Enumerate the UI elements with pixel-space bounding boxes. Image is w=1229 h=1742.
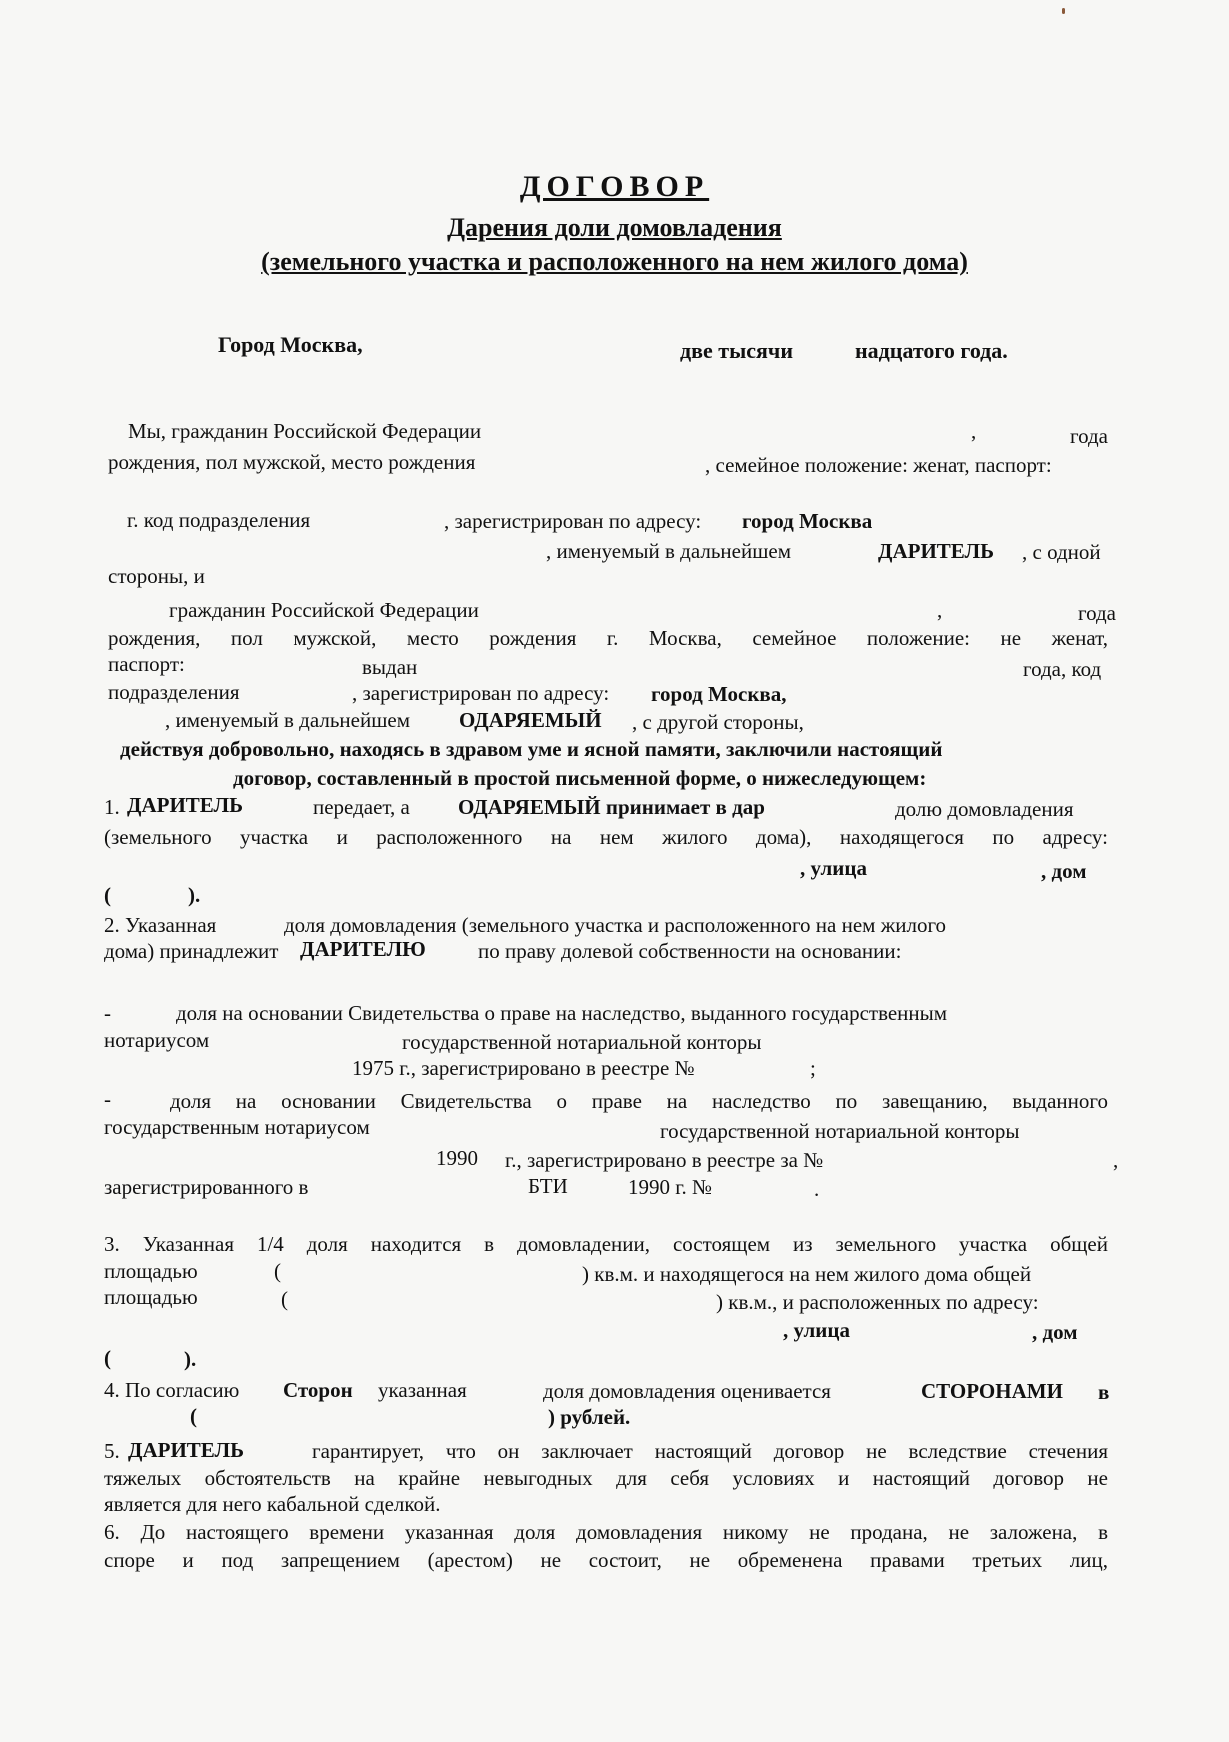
p3-line-e2: ).: [184, 1347, 197, 1371]
p2-line-b1: дома) принадлежит: [104, 939, 279, 963]
p6-line-b: споре и под запрещением (арестом) не состоит, не обременена правами третьих лиц,: [104, 1548, 1108, 1572]
p2-line-h3: ,: [1113, 1148, 1119, 1172]
parties-line-8a: паспорт:: [108, 652, 185, 676]
p3-line-d2: , дом: [1032, 1320, 1078, 1344]
parties-line-3a: г. код подразделения: [127, 508, 311, 532]
parties-line-9b: , зарегистрирован по адресу:: [352, 681, 610, 705]
p4-line-b2: ) рублей.: [548, 1405, 631, 1429]
date-part-1: две тысячи: [680, 338, 794, 363]
p2-line-b2: ДАРИТЕЛЮ: [300, 937, 426, 961]
p2-line-f2: доля на основании Свидетельства о праве на наследство по завещанию, выданного: [170, 1089, 1108, 1113]
parties-line-10b: ОДАРЯЕМЫЙ: [459, 708, 602, 732]
p1-line-e: ).: [188, 883, 201, 907]
p1-line-c1: , улица: [800, 856, 867, 880]
p2-line-i2: БТИ: [528, 1174, 568, 1198]
p4-line-a1: 4. По согласию: [104, 1378, 240, 1402]
p5-line-a3: гарантирует, что он заключает настоящий договор не вследствие стечения: [312, 1439, 1108, 1463]
p1-line-d: (: [104, 883, 111, 907]
scan-speck: [1062, 8, 1065, 14]
parties-line-10a: , именуемый в дальнейшем: [165, 708, 411, 732]
parties-line-11: действуя добровольно, находясь в здравом уме и ясной памяти, заключили настоящий: [120, 737, 943, 761]
p1-line-b: (земельного участка и расположенного на нем жилого дома), находящегося по адресу:: [104, 825, 1108, 849]
parties-line-7: рождения, пол мужской, место рождения г. Москва, семейное положение: не женат,: [108, 626, 1108, 650]
parties-line-1c: года: [1070, 424, 1108, 448]
parties-line-4b: ДАРИТЕЛЬ: [878, 539, 995, 563]
p4-line-a3: указанная: [378, 1378, 467, 1402]
parties-line-8b: выдан: [362, 655, 418, 679]
p4-line-a6: в: [1098, 1380, 1110, 1404]
p3-line-d1: , улица: [783, 1318, 850, 1342]
document-title: ДОГОВОР: [519, 170, 710, 203]
p2-line-c1: -: [104, 1001, 111, 1025]
p3-line-c2: (: [281, 1287, 288, 1311]
p3-line-e1: (: [104, 1346, 111, 1370]
p2-line-e: 1975 г., зарегистрировано в реестре №: [352, 1056, 695, 1080]
parties-line-6b: ,: [937, 598, 943, 622]
p2-line-g1: государственным нотариусом: [104, 1115, 370, 1139]
parties-line-12: договор, составленный в простой письменной форме, о нижеследующем:: [233, 766, 927, 790]
p4-line-a2: Сторон: [283, 1378, 353, 1402]
p3-line-c1: площадью: [104, 1285, 198, 1309]
parties-line-8c: года, код: [1023, 657, 1102, 681]
document-subtitle-1: Дарения доли домовладения: [447, 213, 782, 242]
p2-line-f1: -: [104, 1087, 111, 1111]
p2-line-a1: 2. Указанная: [104, 913, 217, 937]
p1-line-a4: ОДАРЯЕМЫЙ принимает в дар: [458, 795, 765, 819]
parties-line-2a: рождения, пол мужской, место рождения: [108, 450, 476, 474]
parties-line-6c: года: [1078, 601, 1116, 625]
p1-line-a1: 1.: [104, 795, 120, 819]
parties-line-9c: город Москва,: [651, 682, 787, 706]
document-subtitle-2: (земельного участка и расположенного на нем жилого дома): [261, 247, 968, 276]
p3-line-a: 3. Указанная 1/4 доля находится в домовладении, состоящем из земельного участка общей: [104, 1232, 1108, 1256]
parties-line-5: стороны, и: [108, 564, 205, 588]
p2-line-h1: 1990: [436, 1146, 478, 1170]
date-part-2: надцатого года.: [855, 338, 1008, 363]
p5-line-a2: ДАРИТЕЛЬ: [128, 1438, 245, 1462]
p2-line-d2: государственной нотариальной конторы: [402, 1030, 762, 1054]
p2-line-h2: г., зарегистрировано в реестре за №: [505, 1148, 824, 1172]
p2-line-b3: по праву долевой собственности на основании:: [478, 939, 902, 963]
p2-line-d1: нотариусом: [104, 1028, 210, 1052]
parties-line-1b: ,: [971, 419, 977, 443]
parties-line-1a: Мы, гражданин Российской Федерации: [128, 419, 482, 443]
p2-line-i1: зарегистрированного в: [104, 1175, 309, 1199]
p5-line-b: тяжелых обстоятельств на крайне невыгодных для себя условиях и настоящий договор не: [104, 1466, 1108, 1490]
p3-line-b1: площадью: [104, 1259, 198, 1283]
parties-line-6a: гражданин Российской Федерации: [169, 598, 479, 622]
p1-line-a5: долю домовладения: [895, 797, 1074, 821]
p1-line-c2: , дом: [1041, 859, 1087, 883]
p3-line-c3: ) кв.м., и расположенных по адресу:: [716, 1290, 1039, 1314]
p1-line-a2: ДАРИТЕЛЬ: [127, 793, 244, 817]
p4-line-b1: (: [190, 1404, 197, 1428]
parties-line-10c: , с другой стороны,: [632, 710, 804, 734]
p6-line-a: 6. До настоящего времени указанная доля домовладения никому не продана, не заложена, в: [104, 1520, 1108, 1544]
parties-line-3b: , зарегистрирован по адресу:: [444, 509, 702, 533]
p2-line-i3: 1990 г. №: [628, 1175, 713, 1199]
p2-line-g2: государственной нотариальной конторы: [660, 1119, 1020, 1143]
p3-line-b2: (: [274, 1259, 281, 1283]
p2-line-e2: ;: [810, 1056, 816, 1080]
p5-line-c: является для него кабальной сделкой.: [104, 1492, 441, 1516]
parties-line-2b: , семейное положение: женат, паспорт:: [705, 453, 1052, 477]
p4-line-a4: доля домовладения оценивается: [543, 1379, 831, 1403]
p2-line-c2: доля на основании Свидетельства о праве на наследство, выданного государственным: [176, 1001, 948, 1025]
parties-line-4a: , именуемый в дальнейшем: [546, 539, 792, 563]
p5-line-a1: 5.: [104, 1439, 120, 1463]
p4-line-a5: СТОРОНАМИ: [921, 1379, 1063, 1403]
parties-line-9a: подразделения: [108, 680, 240, 704]
parties-line-3c: город Москва: [742, 509, 873, 533]
parties-line-4c: , с одной: [1022, 540, 1101, 564]
p2-line-i4: .: [814, 1177, 820, 1201]
p3-line-b3: ) кв.м. и находящегося на нем жилого дома общей: [582, 1262, 1032, 1286]
p2-line-a2: доля домовладения (земельного участка и расположенного на нем жилого: [284, 913, 947, 937]
p1-line-a3: передает, а: [313, 795, 410, 819]
place: Город Москва,: [218, 332, 363, 357]
